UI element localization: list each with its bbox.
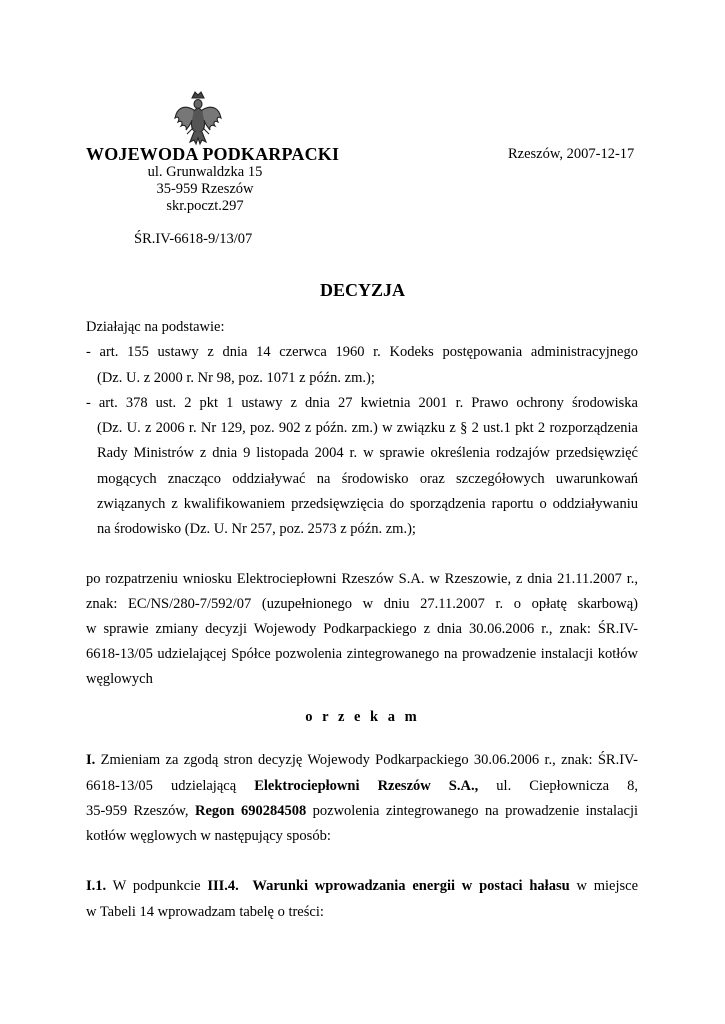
consideration-line1: po rozpatrzeniu wniosku Elektrociepłowni Rzeszów S.A. w Rzeszowie, z dnia 21.11.2007 r., — [86, 571, 638, 587]
point-I1-line1 — [86, 877, 638, 895]
point-I1-text-b: w miejsce — [569, 878, 638, 894]
eagle-emblem — [172, 88, 224, 148]
point-I-text-c: 35-959 Rzeszów, — [86, 803, 196, 819]
point-I-line3 — [86, 802, 638, 820]
basis-item2-line5: związanych z kwalifikowaniem przedsięwzięcia do sporządzenia raportu o oddziaływaniu — [97, 496, 638, 512]
point-I-text-a: 6618-13/05 udzielającą — [86, 778, 255, 794]
point-I-line1 — [86, 751, 638, 769]
point-I1-text-a: W podpunkcie — [106, 878, 208, 894]
basis-item2-line2: (Dz. U. z 2006 r. Nr 129, poz. 902 z późn. zm.) w związku z § 2 ust.1 pkt 2 rozporządzenia — [97, 420, 638, 436]
basis-item1-line2: (Dz. U. z 2000 r. Nr 98, poz. 1071 z późn. zm.); — [97, 370, 375, 386]
address-city: 35-959 Rzeszów — [156, 181, 254, 197]
point-I1-heading: Warunki wprowadzania energii w postaci hałasu — [252, 878, 570, 894]
point-I-text: Zmieniam za zgodą stron decyzję Wojewody Podkarpackiego 30.06.2006 r., znak: ŚR.IV- — [95, 752, 638, 768]
point-I1-ref: III.4. — [207, 878, 239, 894]
document-title: DECYZJA — [319, 280, 405, 300]
point-I1-number: I.1. — [86, 878, 107, 894]
point-I-text-d: pozwolenia zintegrowanego na prowadzenie instalacji — [306, 803, 638, 819]
consideration-line5: węglowych — [86, 671, 153, 687]
case-signature: ŚR.IV-6618-9/13/07 — [134, 231, 253, 247]
address-po-box: skr.poczt.297 — [166, 198, 244, 214]
ruling-heading: o r z e k a m — [305, 709, 420, 725]
consideration-line4: 6618-13/05 udzielającej Spółce pozwolenia zintegrowanego na prowadzenie instalacji kotłów — [86, 646, 638, 662]
place-date: Rzeszów, 2007-12-17 — [508, 146, 635, 162]
company-name: Elektrociepłowni Rzeszów S.A., — [254, 778, 479, 794]
organization-name: WOJEWODA PODKARPACKI — [86, 144, 340, 164]
point-I-line2 — [86, 777, 638, 795]
regon-number: Regon 690284508 — [195, 803, 307, 819]
point-I1-line2: w Tabeli 14 wprowadzam tabelę o treści: — [86, 904, 324, 920]
basis-item2-line3: Rady Ministrów z dnia 9 listopada 2004 r. w sprawie określenia rodzajów przedsięwzięć — [97, 445, 638, 461]
point-I-line4: kotłów węglowych w następujący sposób: — [86, 828, 331, 844]
consideration-line2: znak: EC/NS/280-7/592/07 (uzupełnionego w dniu 27.11.2007 r. o opłatę skarbową) — [86, 596, 638, 612]
address-street: ul. Grunwaldzka 15 — [147, 164, 263, 180]
basis-item2-line1: - art. 378 ust. 2 pkt 1 ustawy z dnia 27 kwietnia 2001 r. Prawo ochrony środowiska — [86, 395, 638, 411]
point-I-text-b: ul. Ciepłownicza 8, — [478, 778, 638, 794]
basis-item2-line4: mogących znacząco oddziaływać na środowisko oraz szczegółowych uwarunkowań — [97, 471, 638, 487]
basis-intro: Działając na podstawie: — [86, 319, 225, 335]
basis-item2-line6: na środowisko (Dz. U. Nr 257, poz. 2573 z późn. zm.); — [97, 521, 416, 537]
basis-item1-line1: - art. 155 ustawy z dnia 14 czerwca 1960 r. Kodeks postępowania administracyjnego — [86, 344, 638, 360]
point-I-number: I. — [86, 752, 96, 768]
consideration-line3: w sprawie zmiany decyzji Wojewody Podkarpackiego z dnia 30.06.2006 r., znak: ŚR.IV- — [86, 621, 638, 637]
